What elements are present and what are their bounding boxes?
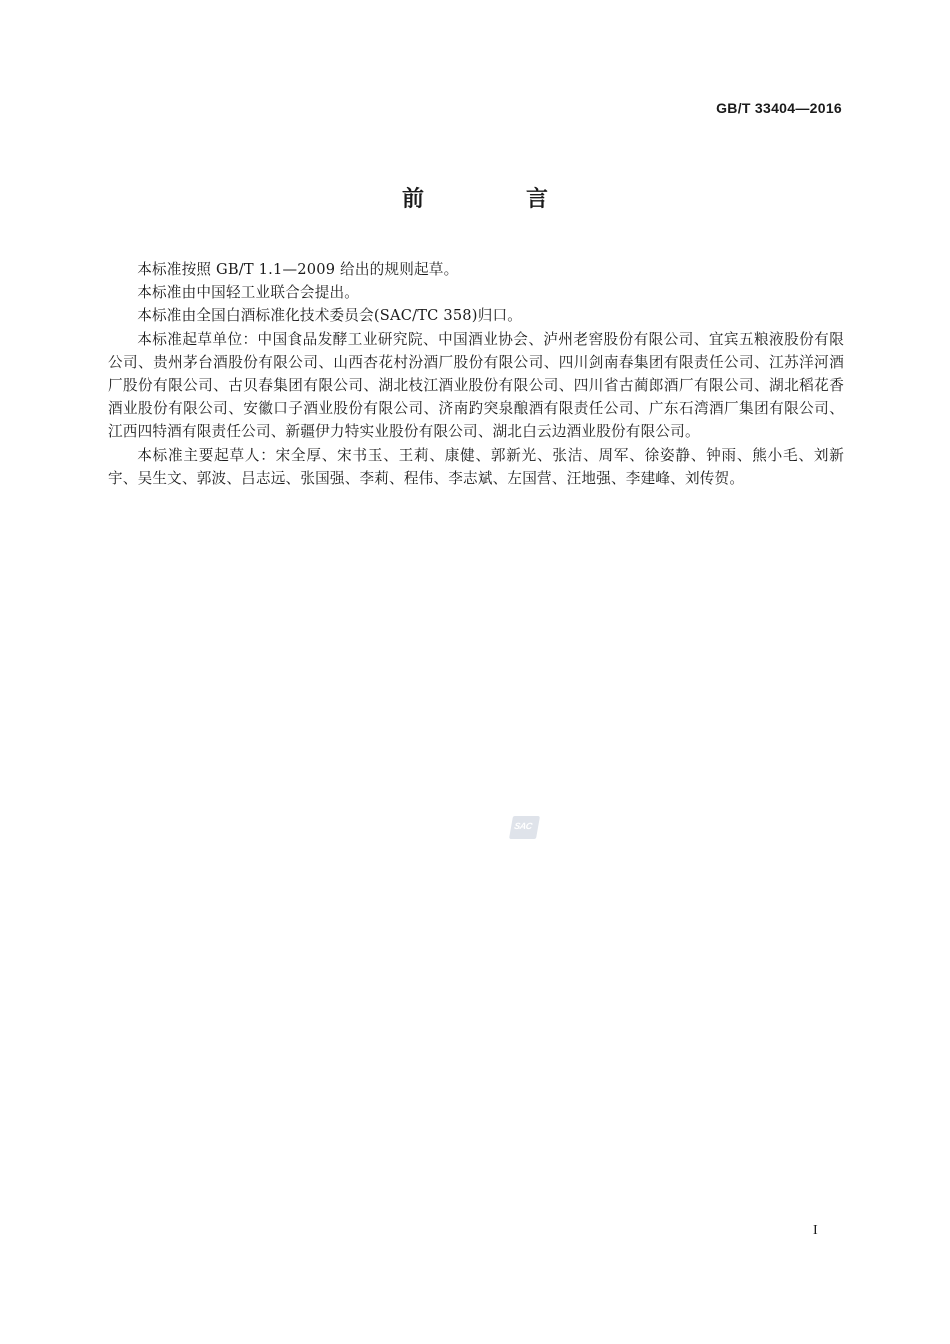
sac-logo-watermark [509, 816, 540, 839]
page-title: 前 言 [401, 187, 588, 212]
page-number: I [813, 1223, 818, 1238]
paragraph-proposer: 本标准由中国轻工业联合会提出。 [137, 284, 360, 302]
paragraph-drafters: 本标准主要起草人：宋全厚、宋书玉、王莉、康健、郭新光、张洁、周军、徐姿静、钟雨、熊小毛、刘新宇、吴生文、郭波、吕志远、张国强、李莉、程伟、李志斌、左国营、汪地强、李建峰、刘传贺。 [108, 446, 844, 487]
sac-logo-text: SAC [513, 821, 533, 831]
preface-body [108, 258, 844, 490]
paragraph-drafting-units: 本标准起草单位：中国食品发酵工业研究院、中国酒业协会、泸州老窖股份有限公司、宜宾五粮液股份有限公司、贵州茅台酒股份有限公司、山西杏花村汾酒厂股份有限公司、四川剑南春集团有限责任公司、江苏洋河酒厂股份有限公司、古贝春集团有限公司、湖北枝江酒业股份有限公司、四川省古蔺郎酒厂有限公司、湖北稻花香酒业股份有限公司、安徽口子酒业股份有限公司、济南趵突泉酿酒有限责任公司、广东石湾酒厂集团有限公司、江西四特酒有限责任公司、新疆伊力特实业股份有限公司、湖北白云边酒业股份有限公司。 [108, 330, 844, 441]
paragraph-drafting-rules: 本标准按照 GB/T 1.1—2009 给出的规则起草。 [137, 261, 459, 278]
paragraph-committee: 本标准由全国白酒标准化技术委员会(SAC/TC 358)归口。 [137, 307, 523, 325]
standard-code: GB/T 33404—2016 [716, 100, 842, 116]
